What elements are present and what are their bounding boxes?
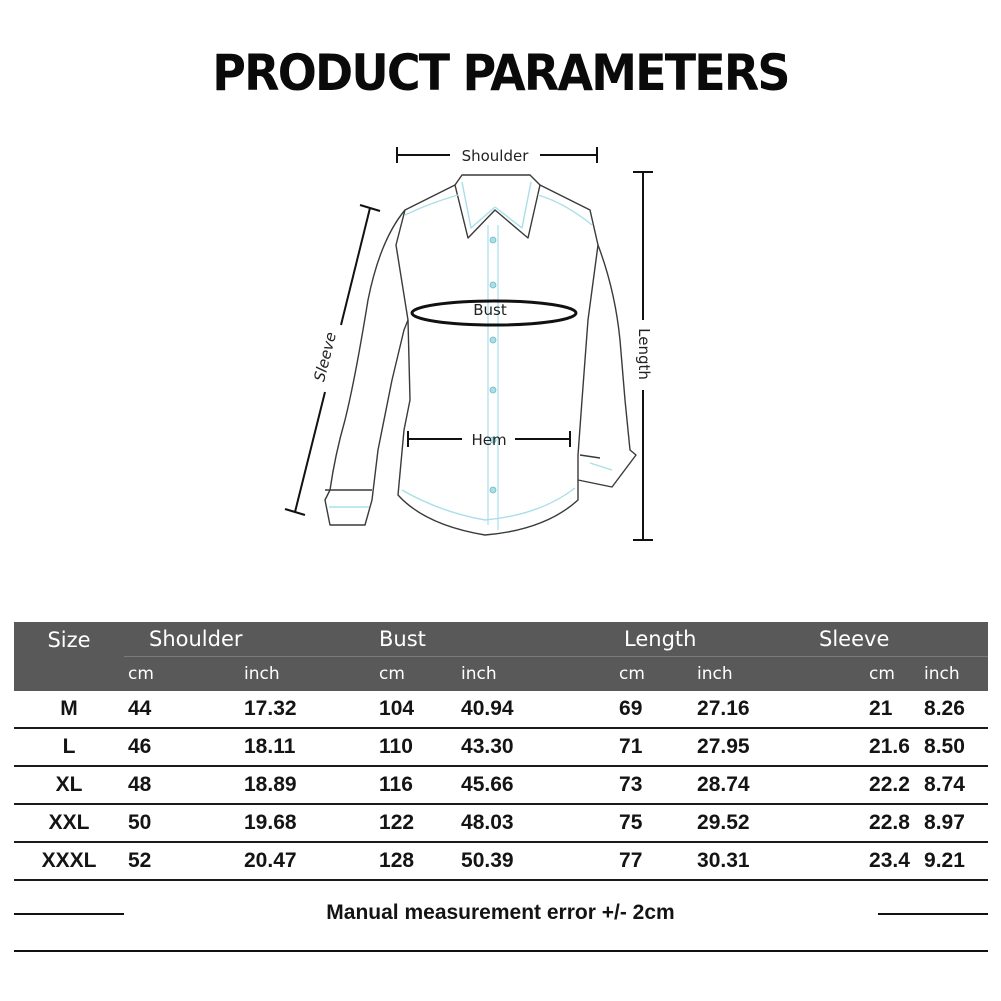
value-cell: 122 (339, 804, 439, 842)
value-cell: 8.97 (874, 804, 988, 842)
table-unit-header (14, 657, 988, 692)
value-cell: 22.2 (779, 766, 874, 804)
value-cell: 21.6 (779, 728, 874, 766)
table-row (14, 766, 988, 804)
shoulder-label: Shoulder (461, 147, 529, 165)
unit-label: inch (439, 657, 559, 692)
unit-label: cm (124, 657, 219, 692)
footer-rule-right (878, 913, 988, 915)
length-label: Length (635, 328, 653, 380)
group-header-shoulder: Shoulder (124, 622, 339, 657)
value-cell: 45.66 (439, 766, 559, 804)
unit-label: cm (339, 657, 439, 692)
value-cell: 48 (124, 766, 219, 804)
value-cell: 21 (779, 691, 874, 728)
table-row (14, 804, 988, 842)
value-cell: 50.39 (439, 842, 559, 880)
shirt-illustration (325, 175, 636, 535)
unit-label: inch (874, 657, 988, 692)
value-cell: 43.30 (439, 728, 559, 766)
value-cell: 23.4 (779, 842, 874, 880)
unit-label: inch (219, 657, 339, 692)
value-cell: 44 (124, 691, 219, 728)
value-cell: 75 (559, 804, 649, 842)
group-header-bust: Bust (339, 622, 559, 657)
value-cell: 40.94 (439, 691, 559, 728)
value-cell: 48.03 (439, 804, 559, 842)
value-cell: 27.95 (649, 728, 779, 766)
hem-label: Hem (471, 431, 507, 449)
size-chart-table (14, 622, 988, 881)
value-cell: 46 (124, 728, 219, 766)
value-cell: 18.89 (219, 766, 339, 804)
size-cell: L (14, 728, 124, 766)
unit-label: cm (559, 657, 649, 692)
value-cell: 8.26 (874, 691, 988, 728)
measurement-note: Manual measurement error +/- 2cm (326, 901, 675, 924)
value-cell: 128 (339, 842, 439, 880)
size-cell: M (14, 691, 124, 728)
value-cell: 8.74 (874, 766, 988, 804)
table-row (14, 691, 988, 728)
size-cell: XXL (14, 804, 124, 842)
value-cell: 8.50 (874, 728, 988, 766)
value-cell: 28.74 (649, 766, 779, 804)
unit-label: cm (779, 657, 874, 692)
size-cell: XXXL (14, 842, 124, 880)
value-cell: 50 (124, 804, 219, 842)
value-cell: 17.32 (219, 691, 339, 728)
value-cell: 18.11 (219, 728, 339, 766)
group-header-length: Length (559, 622, 779, 657)
table-row (14, 842, 988, 880)
group-header-sleeve: Sleeve (779, 622, 988, 657)
value-cell: 22.8 (779, 804, 874, 842)
size-cell: XL (14, 766, 124, 804)
bottom-rule (14, 950, 988, 952)
value-cell: 29.52 (649, 804, 779, 842)
value-cell: 73 (559, 766, 649, 804)
table-group-header (14, 622, 988, 657)
size-header: Size (14, 622, 124, 691)
value-cell: 104 (339, 691, 439, 728)
value-cell: 71 (559, 728, 649, 766)
value-cell: 9.21 (874, 842, 988, 880)
sleeve-label: Sleeve (310, 330, 340, 384)
table-row (14, 728, 988, 766)
value-cell: 77 (559, 842, 649, 880)
value-cell: 27.16 (649, 691, 779, 728)
bust-label: Bust (473, 301, 507, 319)
value-cell: 110 (339, 728, 439, 766)
unit-label: inch (649, 657, 779, 692)
page-title: PRODUCT PARAMETERS (212, 44, 789, 102)
value-cell: 116 (339, 766, 439, 804)
value-cell: 30.31 (649, 842, 779, 880)
value-cell: 69 (559, 691, 649, 728)
value-cell: 52 (124, 842, 219, 880)
value-cell: 20.47 (219, 842, 339, 880)
value-cell: 19.68 (219, 804, 339, 842)
